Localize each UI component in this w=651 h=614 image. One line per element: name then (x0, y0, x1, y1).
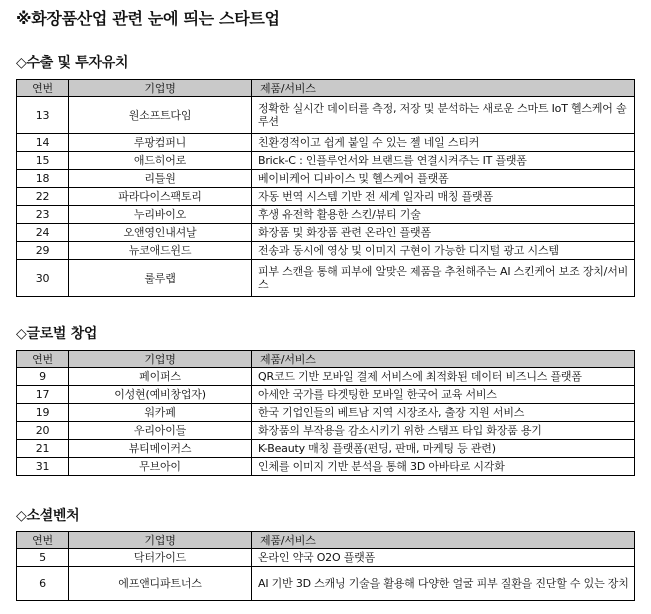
row-product: 아세안 국가를 타겟팅한 모바일 한국어 교육 서비스 (252, 386, 635, 404)
table-row (17, 549, 635, 567)
header-no: 연번 (17, 532, 69, 549)
row-product: 전송과 동시에 영상 및 이미지 구현이 가능한 디지털 광고 시스템 (252, 242, 635, 260)
row-no: 6 (17, 567, 69, 601)
table-row (17, 97, 635, 134)
row-no: 22 (17, 188, 69, 206)
header-product: 제품/서비스 (252, 532, 635, 549)
table-row (17, 152, 635, 170)
table-export-investment (16, 79, 635, 297)
table-row (17, 188, 635, 206)
row-company: 페이퍼스 (69, 368, 252, 386)
row-company: 뉴코애드윈드 (69, 242, 252, 260)
row-product: K-Beauty 매칭 플랫폼(펀딩, 판매, 마케팅 등 관련) (252, 440, 635, 458)
row-company: 리틀원 (69, 170, 252, 188)
row-no: 21 (17, 440, 69, 458)
table-header-row (17, 351, 635, 368)
row-company: 에프앤디파트너스 (69, 567, 252, 601)
page-title: ※화장품산업 관련 눈에 띄는 스타트업 (16, 9, 280, 28)
row-no: 19 (17, 404, 69, 422)
header-product: 제품/서비스 (252, 80, 635, 97)
row-company: 원소프트다임 (69, 97, 252, 134)
header-company: 기업명 (69, 351, 252, 368)
table-row (17, 368, 635, 386)
table-row (17, 242, 635, 260)
section-title-global-startup: ◇글로벌 창업 (16, 326, 98, 342)
row-product: 베이비케어 디바이스 및 헬스케어 플랫폼 (252, 170, 635, 188)
row-company: 룰루랩 (69, 260, 252, 297)
row-company: 우리아이들 (69, 422, 252, 440)
table-row (17, 422, 635, 440)
row-company: 워카페 (69, 404, 252, 422)
table-row (17, 404, 635, 422)
row-company: 뷰티메이커스 (69, 440, 252, 458)
row-company: 애드히어로 (69, 152, 252, 170)
header-product: 제품/서비스 (252, 351, 635, 368)
row-company: 누리바이오 (69, 206, 252, 224)
row-product: 화장품 및 화장품 관련 온라인 플랫폼 (252, 224, 635, 242)
row-product: 친환경적이고 쉽게 붙일 수 있는 젤 네일 스티커 (252, 134, 635, 152)
table-row (17, 260, 635, 297)
row-no: 13 (17, 97, 69, 134)
table-row (17, 567, 635, 601)
row-company: 이성현(예비창업자) (69, 386, 252, 404)
row-company: 닥터가이드 (69, 549, 252, 567)
row-company: 무브아이 (69, 458, 252, 476)
row-product: 한국 기업인들의 베트남 지역 시장조사, 출장 지원 서비스 (252, 404, 635, 422)
row-no: 15 (17, 152, 69, 170)
row-product: 피부 스캔을 통해 피부에 알맞은 제품을 추천해주는 AI 스킨케어 보조 장치/서비스 (252, 260, 635, 297)
table-row (17, 206, 635, 224)
row-product: 정확한 실시간 데이터를 측정, 저장 및 분석하는 새로운 스마트 IoT 헬스케어 솔루션 (252, 97, 635, 134)
table-global-startup (16, 350, 635, 476)
row-company: 파라다이스팩토리 (69, 188, 252, 206)
row-no: 18 (17, 170, 69, 188)
row-product: 화장품의 부작용을 감소시키기 위한 스탬프 타입 화장품 용기 (252, 422, 635, 440)
section-title-social-venture: ◇소셜벤처 (16, 508, 80, 524)
row-no: 24 (17, 224, 69, 242)
row-no: 30 (17, 260, 69, 297)
row-no: 23 (17, 206, 69, 224)
table-row (17, 386, 635, 404)
row-product: 온라인 약국 O2O 플랫폼 (252, 549, 635, 567)
table-row (17, 224, 635, 242)
table-social-venture (16, 531, 635, 601)
row-no: 31 (17, 458, 69, 476)
table-header-row (17, 532, 635, 549)
table-header-row (17, 80, 635, 97)
row-no: 20 (17, 422, 69, 440)
table-row (17, 440, 635, 458)
table-row (17, 170, 635, 188)
table-row (17, 458, 635, 476)
header-no: 연번 (17, 351, 69, 368)
row-company: 오앤영인내셔날 (69, 224, 252, 242)
header-company: 기업명 (69, 532, 252, 549)
row-company: 루팡컴퍼니 (69, 134, 252, 152)
row-no: 14 (17, 134, 69, 152)
section-title-export-investment: ◇수출 및 투자유치 (16, 55, 129, 71)
row-product: 인체를 이미지 기반 분석을 통해 3D 아바타로 시각화 (252, 458, 635, 476)
row-no: 29 (17, 242, 69, 260)
row-product: 자동 번역 시스템 기반 전 세계 일자리 매칭 플랫폼 (252, 188, 635, 206)
row-no: 17 (17, 386, 69, 404)
table-row (17, 134, 635, 152)
header-company: 기업명 (69, 80, 252, 97)
row-no: 5 (17, 549, 69, 567)
row-product: QR코드 기반 모바일 결제 서비스에 최적화된 데이터 비즈니스 플랫폼 (252, 368, 635, 386)
row-product: 후생 유전학 활용한 스킨/뷰티 기술 (252, 206, 635, 224)
row-product: AI 기반 3D 스캐닝 기술을 활용해 다양한 얼굴 피부 질환을 진단할 수 있는 장치 (252, 567, 635, 601)
row-no: 9 (17, 368, 69, 386)
header-no: 연번 (17, 80, 69, 97)
row-product: Brick-C : 인플루언서와 브랜드를 연결시켜주는 IT 플랫폼 (252, 152, 635, 170)
